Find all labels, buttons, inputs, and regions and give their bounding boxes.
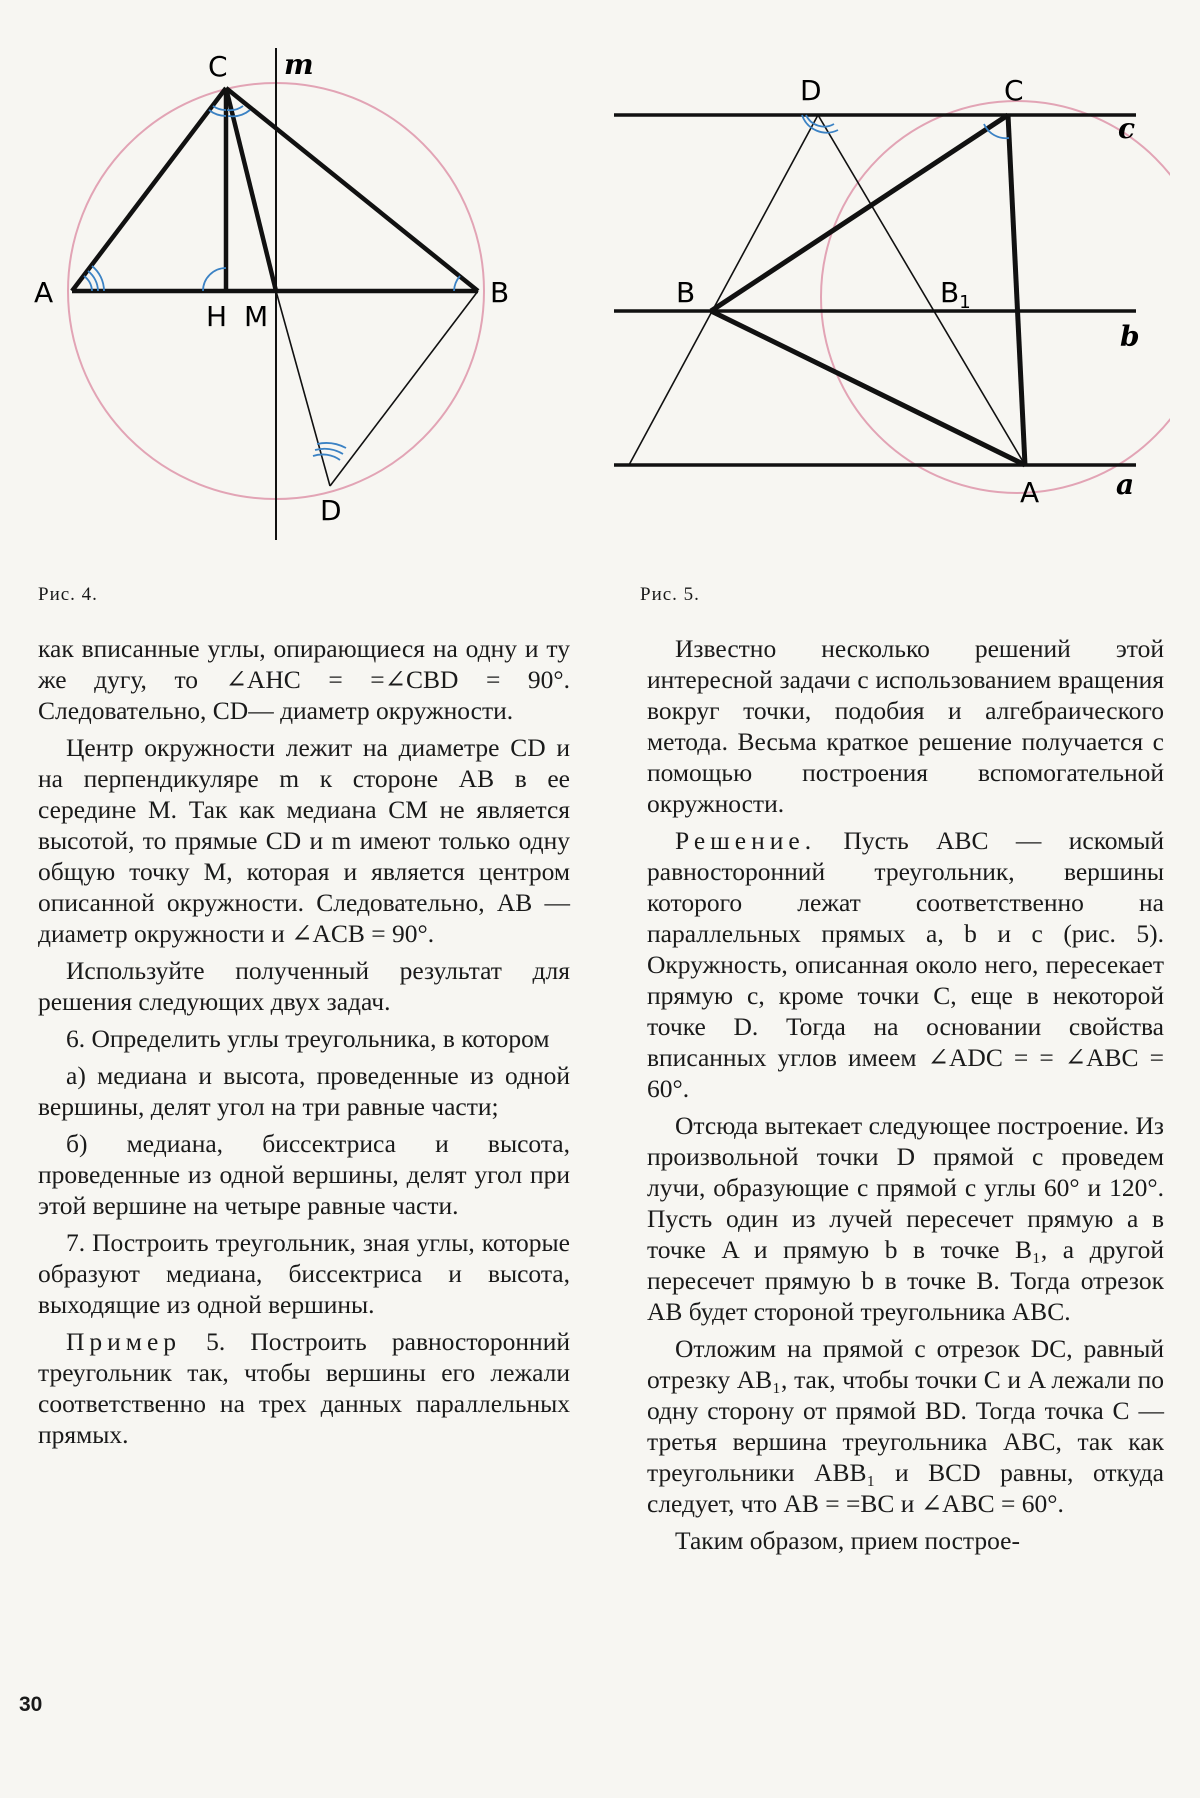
figure-4 [30,40,570,550]
problem-6a: а) медиана и высота, проведенные из одной вершины, делят угол на три равные части; [38,1061,570,1121]
figure-4-caption: Рис. 4. [38,584,98,605]
label-B: B [676,276,696,309]
paragraph: Отсюда вытекает следующее построение. Из произвольной точки D прямой c проведем лучи, образующие с прямой c углы 60° и 120°. Пусть один из лучей пересечет прямую a в точке A и прямую b в точке B₁, а другой пересечет прямую b в точке B. Тогда отрезок AB будет стороной треугольника ABC. [647,1111,1164,1326]
ray-DB [629,115,818,465]
label-C: C [208,50,228,83]
side-CB [226,88,478,291]
problem-7: 7. Построить треугольник, зная углы, которые образуют медиана, биссектриса и высота, выходящие из одной вершины. [38,1228,570,1319]
label-D: D [800,74,822,107]
page-number: 30 [19,1693,43,1716]
right-column [647,633,1164,1562]
label-c: c [1118,112,1136,145]
example-5: Пример 5. Построить равносторонний треугольник так, чтобы вершины его лежали соответственно на трех данных параллельных прямых. [38,1327,570,1449]
side-BA [711,311,1025,465]
label-A: A [34,276,54,309]
segment-BD [330,291,478,486]
label-D: D [320,494,342,527]
label-M: M [244,300,269,333]
paragraph: как вписанные углы, опирающиеся на одну и ту же дугу, то ∠AHC = =∠CBD = 90°. Следовательно, CD— диаметр окружности. [38,634,570,725]
side-BC [711,115,1008,311]
median-CM [226,88,276,291]
left-column [38,633,570,1456]
label-b: b [1120,320,1140,353]
paragraph: Известно несколько решений этой интересной задачи с использованием вращения вокруг точки, подобия и алгебраического метода. Весьма краткое решение получается с помощью построения вспомогательной окружности. [647,634,1164,818]
paragraph: Таким образом, прием построе- [675,1526,1020,1555]
solution: Решение. Пусть ABC — искомый равносторонний треугольник, вершины которого лежат соответственно на параллельных прямых a, b и c (рис. 5). Окружность, описанная около него, пересекает прямую c, кроме точки C, еще в некоторой точке D. Тогда на основании свойства вписанных углов имеем ∠ADC = = ∠ABC = 60°. [647,826,1164,1103]
side-CA [1008,115,1025,465]
paragraph: Отложим на прямой c отрезок DC, равный отрезку AB₁, так, чтобы точки C и A лежали по одну сторону от прямой BD. Тогда точка C — третья вершина треугольника ABC, так как треугольники ABB₁ и BCD равны, откуда следует, что AB = =BC и ∠ABC = 60°. [647,1334,1164,1518]
label-C: C [1004,74,1024,107]
label-B: B [490,276,510,309]
label-H: H [206,300,228,333]
problem-6b: б) медиана, биссектриса и высота, проведенные из одной вершины, делят угол при этой вершине на четыре равные части. [38,1129,570,1220]
circumscribed-circle [821,101,1170,493]
label-A: A [1020,476,1040,509]
paragraph: Центр окружности лежит на диаметре CD и на перпендикуляре m к стороне AB в ее середине M. Так как медиана CM не является высотой, то прямые CD и m имеют только одну общую точку M, которая и является центром описанной окружности. Следовательно, AB — диаметр окружности и ∠ACB = 90°. [38,733,570,948]
segment-MD [276,291,330,486]
figure-5-caption: Рис. 5. [640,584,700,605]
label-B1: $B_1$ [940,276,971,313]
paragraph: Используйте полученный результат для решения следующих двух задач. [38,956,570,1016]
figure-5 [610,60,1170,520]
problem-6: 6. Определить углы треугольника, в котором [66,1024,550,1053]
label-m: m [284,48,314,81]
label-a: a [1116,468,1135,501]
